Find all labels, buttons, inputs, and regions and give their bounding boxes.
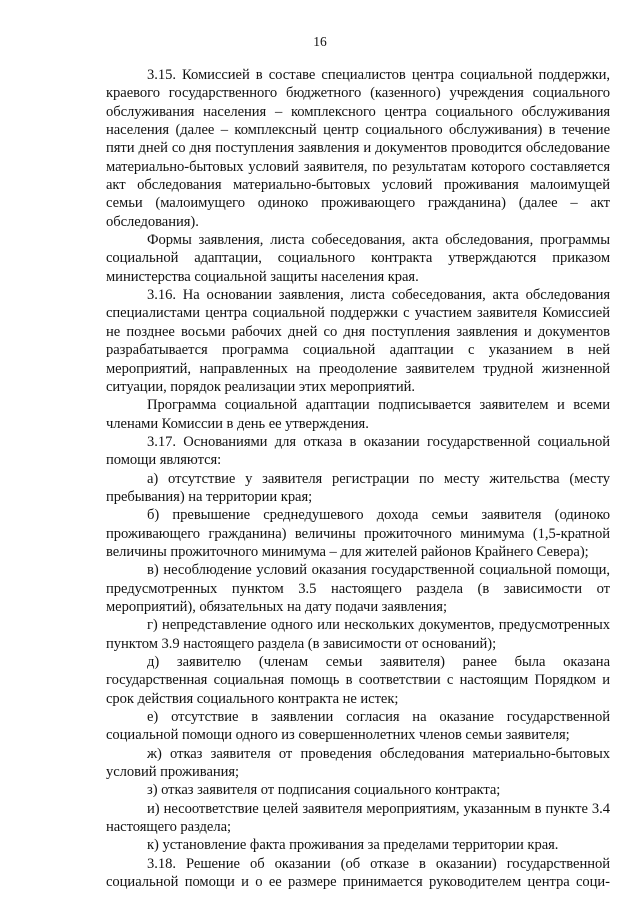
paragraph-refusal-zh: ж) отказ заявителя от проведения обследования материально-бытовых условий проживания;: [106, 745, 610, 781]
paragraph-refusal-z: з) отказ заявителя от подписания социального контракта;: [147, 782, 501, 799]
paragraph-refusal-e: е) отсутствие в заявлении согласия на оказание государственной социальной помощи одного из совершеннолетних членов семьи заявителя;: [106, 709, 610, 744]
document-body: [106, 66, 610, 891]
paragraph-refusal-a: а) отсутствие у заявителя регистрации по месту жительства (месту пребывания) на территории края;: [106, 470, 610, 505]
paragraph-refusal-v: в) несоблюдение условий оказания государственной социальной помощи, предусмотренных пунктом 3.5 настоящего раздела (в зависимости от мероприятий), обязательных на дату подачи заявления;: [106, 562, 610, 615]
paragraph-program-signing: Программа социальной адаптации подписывается заявителем и всеми членами Комиссии в день ее утверждения.: [106, 397, 610, 432]
paragraph-refusal-k: к) установление факта проживания за пределами территории края.: [147, 837, 559, 854]
paragraph-3-18: 3.18. Решение об оказании (об отказе в оказании) государственной социальной помощи и о ее размере принимается руководителем центра соци-: [106, 855, 610, 891]
paragraph-3-16: 3.16. На основании заявления, листа собеседования, акта обследования специалистами центра социальной поддержки с участием заявителя Комиссией не позднее восьми рабочих дней со дня поступления заявления и документов разрабатывается программа социальной адаптации с указанием в ней мероприятий, направленных на преодоление заявителем трудной жизненной ситуации, порядок реализации этих мероприятий.: [106, 287, 610, 395]
paragraph-refusal-g: г) непредставление одного или нескольких документов, предусмотренных пунктом 3.9 настоящего раздела (в зависимости от оснований);: [106, 617, 610, 652]
paragraph-3-15: 3.15. Комиссией в составе специалистов центра социальной поддержки, краевого государственного бюджетного (казенного) учреждения социального обслуживания населения – комплексного центра социального обслуживания населения (далее – комплексный центр социального обслуживания) в течение пяти дней со дня поступления заявления и документов проводится обследование материально-бытовых условий заявителя, по результатам которого составляется акт обследования материально-бытовых условий проживания малоимущей семьи (малоимущего одиноко проживающего гражданина) (далее – акт обследования).: [106, 67, 610, 230]
paragraph-3-17: 3.17. Основаниями для отказа в оказании государственной социальной помощи являются:: [106, 433, 610, 469]
paragraph-refusal-b: б) превышение среднедушевого дохода семьи заявителя (одиноко проживающего гражданина) величины прожиточного минимума (1,5-кратной величины прожиточного минимума – для жителей районов Крайнего Севера);: [106, 507, 610, 560]
page-number: 16: [313, 34, 327, 49]
paragraph-refusal-i: и) несоответствие целей заявителя мероприятиям, указанным в пункте 3.4 настоящего раздела;: [106, 800, 610, 836]
paragraph-refusal-d: д) заявителю (членам семьи заявителя) ранее была оказана государственная социальная помощь в соответствии с настоящим Порядком и срок действия социального контракта не истек;: [106, 654, 610, 707]
paragraph-forms-approval: Формы заявления, листа собеседования, акта обследования, программы социальной адаптации, социального контракта утверждаются приказом министерства социальной защиты населения края.: [106, 232, 610, 285]
